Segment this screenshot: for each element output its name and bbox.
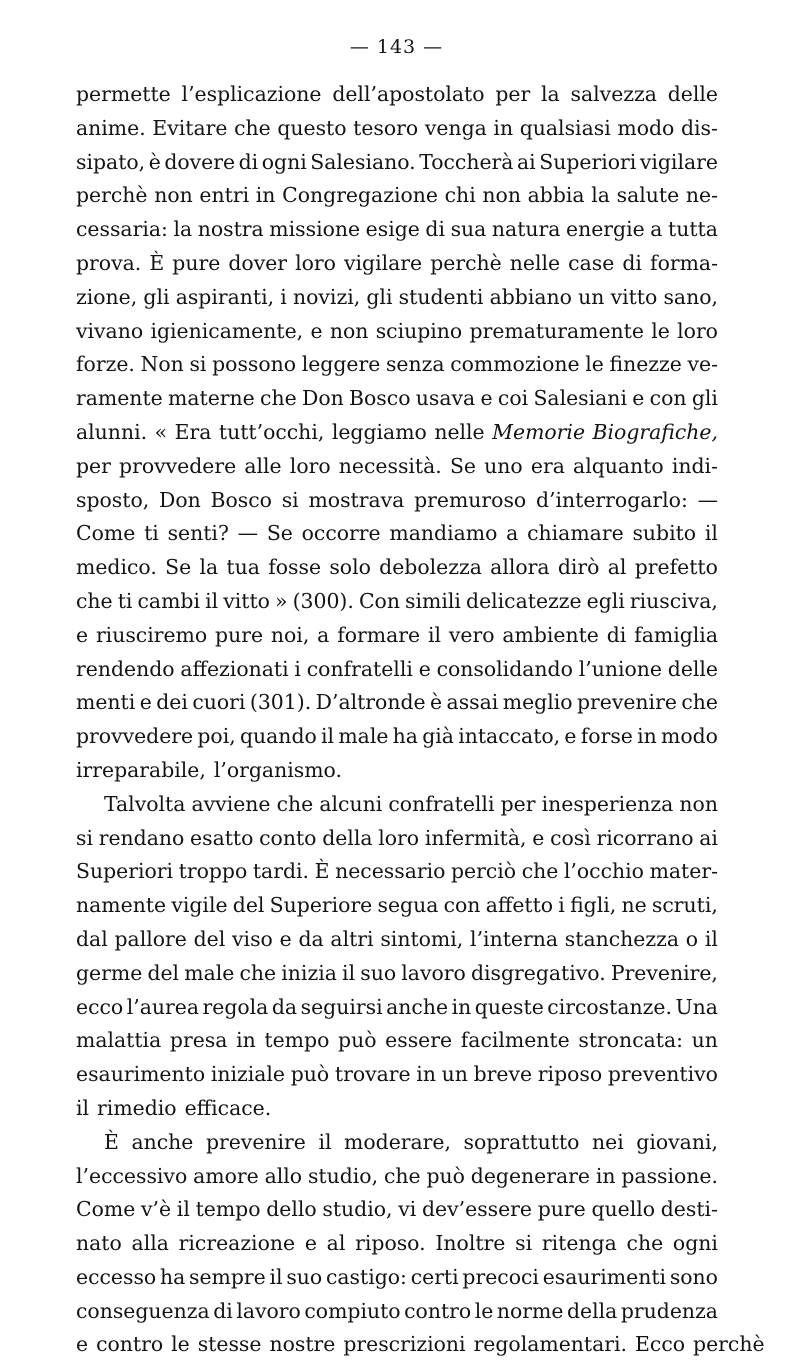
text-line: prova. È pure dover loro vigilare perchè nelle case di forma- <box>76 250 718 275</box>
text-line: cessaria: la nostra missione esige di sua natura energie a tutta <box>76 217 718 242</box>
text-line: rendendo affezionati i confratelli e consolidando l’unione delle <box>76 656 718 681</box>
text-line: vivano igienicamente, e non sciupino prematuramente le loro <box>76 318 718 343</box>
text-line: germe del male che inizia il suo lavoro disgregativo. Prevenire, <box>76 960 718 985</box>
text-line: È anche prevenire il moderare, soprattutto nei giovani, <box>104 1129 718 1154</box>
text-line: nato alla ricreazione e al riposo. Inoltre si ritenga che ogni <box>76 1231 718 1256</box>
text-line: provvedere poi, quando il male ha già intaccato, e forse in modo <box>76 724 718 749</box>
text-line: che ti cambi il vitto » (300). Con simili delicatezze egli riusciva, <box>76 588 718 613</box>
text-line: ramente materne che Don Bosco usava e coi Salesiani e con gli <box>76 386 718 411</box>
text-line: si rendano esatto conto della loro infermità, e così ricorrano ai <box>76 825 718 850</box>
text-line: namente vigile del Superiore segua con affetto i figli, ne scruti, <box>76 893 718 918</box>
text-line: malattia presa in tempo può essere facilmente stroncata: un <box>76 1028 718 1053</box>
text-line: medico. Se la tua fosse solo debolezza allora dirò al prefetto <box>76 555 718 580</box>
page-number: — 143 — <box>349 36 444 58</box>
text-line: zione, gli aspiranti, i novizi, gli studenti abbiano un vitto sano, <box>76 284 718 309</box>
text-line: per provvedere alle loro necessità. Se uno era alquanto indi- <box>76 453 718 478</box>
text-line: eccesso ha sempre il suo castigo: certi precoci esaurimenti sono <box>76 1264 718 1289</box>
text-line: anime. Evitare che questo tesoro venga in qualsiasi modo dis- <box>76 115 718 140</box>
text-line: forze. Non si possono leggere senza commozione le finezze ve- <box>76 352 718 377</box>
text-line: Come ti senti? — Se occorre mandiamo a chiamare subito il <box>76 521 718 546</box>
text-line: Talvolta avviene che alcuni confratelli per inesperienza non <box>104 791 718 816</box>
text-line: menti e dei cuori (301). D’altronde è assai meglio prevenire che <box>76 690 718 715</box>
body-text <box>76 78 765 1362</box>
text-line: e contro le stesse nostre prescrizioni regolamentari. Ecco perchè <box>76 1332 765 1357</box>
text-line: permette l’esplicazione dell’apostolato per la salvezza delle <box>76 82 718 106</box>
text-line: l’eccessivo amore allo studio, che può degenerare in passione. <box>76 1163 718 1188</box>
text-line: Come v’è il tempo dello studio, vi dev’essere pure quello desti- <box>76 1197 718 1222</box>
text-line: sposto, Don Bosco si mostrava premuroso d’interrogarlo: — <box>76 487 718 512</box>
text-line: perchè non entri in Congregazione chi non abbia la salute ne- <box>76 183 718 208</box>
text-line: esaurimento iniziale può trovare in un breve riposo preventivo <box>76 1062 718 1087</box>
text-line: ecco l’aurea regola da seguirsi anche in queste circostanze. Una <box>76 994 718 1019</box>
text-line: il rimedio efficace. <box>76 1095 272 1120</box>
text-line: irreparabile, l’organismo. <box>76 757 342 782</box>
text-line: dal pallore del viso e da altri sintomi, l’interna stanchezza o il <box>76 926 718 951</box>
text-line: e riusciremo pure noi, a formare il vero ambiente di famiglia <box>76 622 718 647</box>
text-line: conseguenza di lavoro compiuto contro le norme della prudenza <box>76 1298 718 1323</box>
text-line: sipato, è dovere di ogni Salesiano. Toccherà ai Superiori vigilare <box>76 149 718 174</box>
text-line: alunni. « Era tutt’occhi, leggiamo nelle Memorie Biografiche, <box>76 419 718 444</box>
text-line: Superiori troppo tardi. È necessario perciò che l’occhio mater- <box>76 859 718 884</box>
